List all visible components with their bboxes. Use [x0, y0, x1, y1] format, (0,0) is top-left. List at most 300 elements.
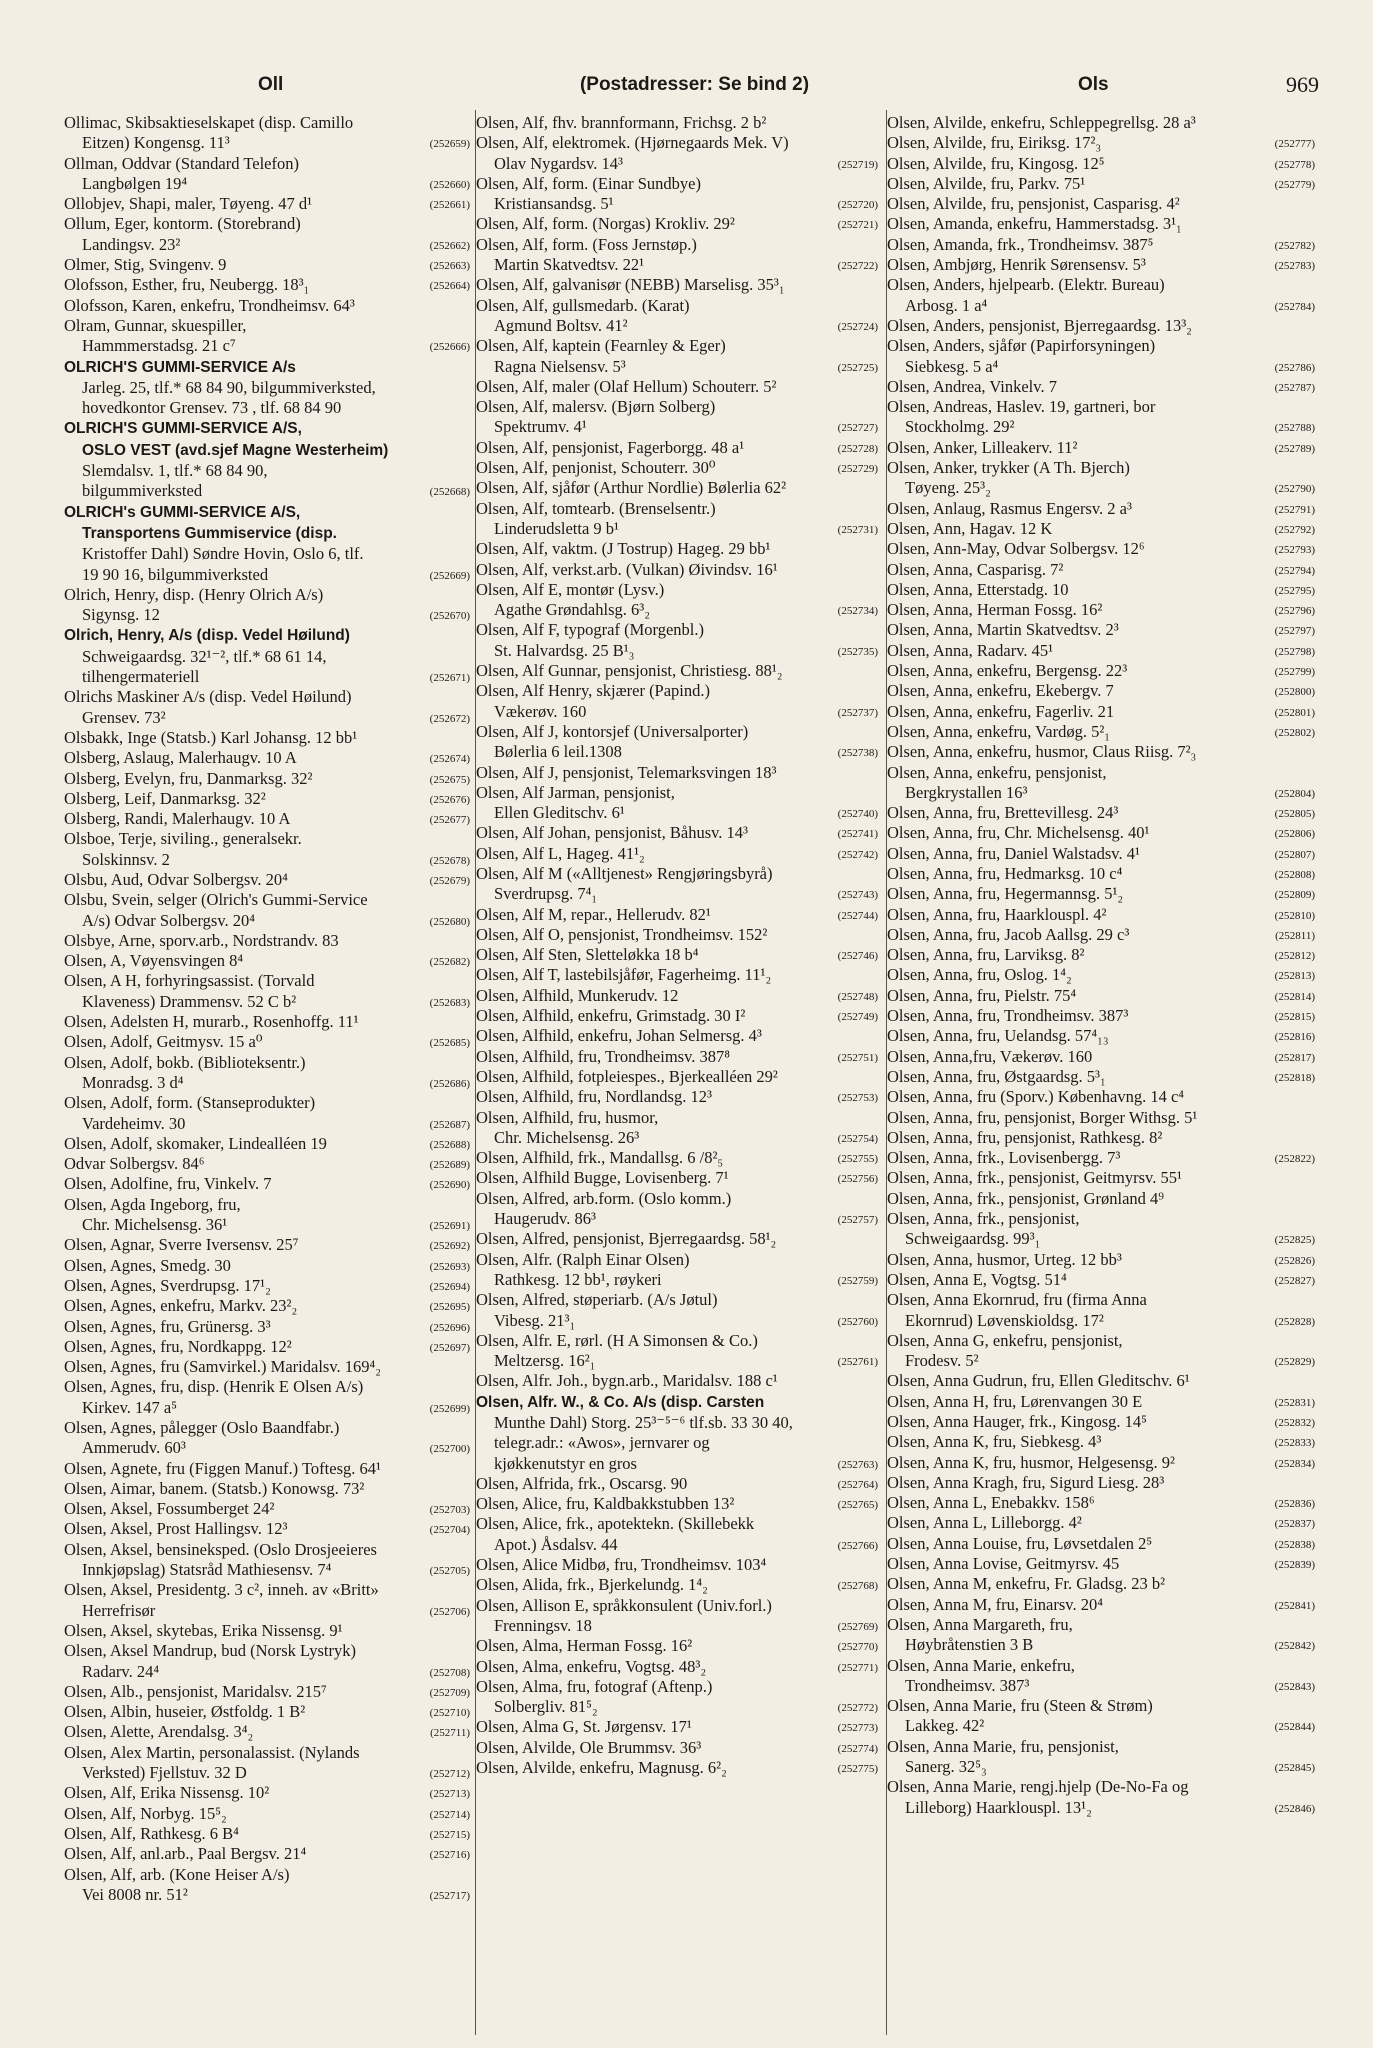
entry-continuation-line: [887, 1757, 1317, 1777]
entry-name-line: [476, 1657, 880, 1677]
entry-reference-number: (252685): [429, 1037, 470, 1050]
directory-entry: [887, 1331, 1317, 1372]
directory-entry: [476, 1717, 880, 1737]
directory-entry: [887, 438, 1317, 458]
directory-entry: [64, 275, 472, 295]
directory-entry: [64, 1053, 472, 1094]
entry-name-line: [887, 620, 1317, 640]
entry-reference-number: (252846): [1274, 1802, 1315, 1815]
entry-name-line: [887, 113, 1317, 133]
entry-name-line: [887, 681, 1317, 701]
entry-text: Olsen, Anna G, enkefru, pensjonist,: [887, 1330, 1123, 1350]
directory-entry: [64, 931, 472, 951]
directory-entry: [476, 905, 880, 925]
directory-entry: [476, 661, 880, 681]
entry-reference-number: (252766): [837, 1539, 878, 1552]
entry-text: Olsen, Alf, vaktm. (J Tostrup) Hageg. 29 bb¹: [476, 539, 771, 559]
entry-text: Olsen, Anna Margareth, fru,: [887, 1614, 1073, 1634]
directory-entry: [64, 809, 472, 829]
directory-entry: [476, 1168, 880, 1188]
entry-reference-number: (252697): [429, 1341, 470, 1354]
directory-entry: [64, 1499, 472, 1519]
directory-entry: [887, 539, 1317, 559]
entry-text: Olsen, Agnes, fru, disp. (Henrik E Olsen A/s): [64, 1377, 364, 1397]
entry-name-line: [887, 1777, 1317, 1797]
entry-name-line: [476, 235, 880, 255]
directory-entry: [887, 884, 1317, 904]
directory-entry: [64, 1276, 472, 1296]
entry-text: Olsen, Alf O, pensjonist, Trondheimsv. 152²: [476, 924, 768, 944]
entry-text: Olsen, Alida, frk., Bjerkelundg. 1⁴₂: [476, 1575, 708, 1595]
entry-continuation-line: [476, 803, 880, 823]
entry-name-line: [476, 1474, 880, 1494]
entry-text: Olsen, Alvilde, enkefru, Magnusg. 6²₂: [476, 1758, 727, 1778]
entry-text: hovedkontor Grensev. 73 , tlf. 68 84 90: [82, 398, 342, 418]
directory-entry: [476, 925, 880, 945]
entry-continuation-line: [476, 1351, 880, 1371]
entry-name-line: [64, 1743, 472, 1763]
directory-entry: [64, 1134, 472, 1154]
entry-reference-number: (252774): [837, 1742, 878, 1755]
entry-name-line: [476, 377, 880, 397]
entry-continuation-line: [64, 605, 472, 625]
entry-name-line: [887, 844, 1317, 864]
entry-text: Olsen, Alf, malersv. (Bjørn Solberg): [476, 397, 716, 417]
entry-reference-number: (252765): [837, 1499, 878, 1512]
entry-reference-number: (252678): [429, 854, 470, 867]
entry-continuation-line: [64, 174, 472, 194]
entry-reference-number: (252837): [1274, 1518, 1315, 1531]
entry-text: Olsberg, Randi, Malerhaugv. 10 A: [64, 809, 291, 829]
directory-column-2: [476, 113, 880, 2033]
entry-text: Olsen, Anna Lovise, Geitmyrsv. 45: [887, 1554, 1120, 1574]
entry-name-line: [887, 945, 1317, 965]
entry-name-line: [64, 1093, 472, 1113]
directory-entry: [887, 1473, 1317, 1493]
entry-text: Olsen, Alf E, montør (Lysv.): [476, 579, 665, 599]
entry-continuation-line: [64, 481, 472, 501]
entry-name-line: [476, 1331, 880, 1351]
entry-continuation-line: [64, 544, 472, 564]
entry-continuation-line: [887, 478, 1317, 498]
entry-text: Olsen, Anna, enkefru, pensjonist,: [887, 762, 1107, 782]
entry-text: Olsen, Anna, frk., pensjonist, Geitmyrsv. 55¹: [887, 1168, 1182, 1188]
entry-reference-number: (252742): [837, 848, 878, 861]
entry-text: Eitzen) Kongensg. 11³: [82, 133, 230, 153]
directory-entry: [887, 925, 1317, 945]
entry-reference-number: (252783): [1274, 260, 1315, 273]
entry-reference-number: (252675): [429, 773, 470, 786]
entry-text: Olsen, Andreas, Haslev. 19, gartneri, bor: [887, 397, 1156, 417]
entry-reference-number: (252689): [429, 1159, 470, 1172]
entry-reference-number: (252660): [429, 178, 470, 191]
entry-name-line: [64, 1479, 472, 1499]
entry-text: Olsen, Agnes, fru, Nordkappg. 12²: [64, 1336, 292, 1356]
entry-continuation-line: [476, 255, 880, 275]
entry-text: Olsen, Alf, Norbyg. 15⁵₂: [64, 1803, 227, 1823]
entry-reference-number: (252729): [837, 463, 878, 476]
entry-text: St. Halvardsg. 25 B¹₃: [494, 640, 635, 660]
entry-reference-number: (252836): [1274, 1498, 1315, 1511]
entry-text: Olsberg, Evelyn, fru, Danmarksg. 32²: [64, 768, 313, 788]
entry-name-line: [887, 560, 1317, 580]
entry-name-line: [64, 687, 472, 707]
entry-name-line: [64, 931, 472, 951]
directory-entry: [64, 951, 472, 971]
entry-name-line: [476, 275, 880, 295]
entry-name-line: [476, 1636, 880, 1656]
directory-entry: [887, 336, 1317, 377]
entry-reference-number: (252755): [837, 1153, 878, 1166]
entry-text: Ollimac, Skibsaktieselskapet (disp. Camillo: [64, 113, 354, 132]
entry-text: Olsen, Alice Midbø, fru, Trondheimsv. 103⁴: [476, 1555, 767, 1575]
directory-entry: [887, 965, 1317, 985]
directory-entry: [64, 1641, 472, 1682]
entry-text: Spektrumv. 4¹: [494, 417, 587, 437]
entry-text: Olsen, Aksel, skytebas, Erika Nissensg. 9¹: [64, 1620, 343, 1640]
entry-name-line: [64, 316, 472, 336]
entry-continuation-line: [476, 702, 880, 722]
entry-text: Olsen, A H, forhyringsassist. (Torvald: [64, 971, 315, 991]
entry-name-line: [887, 823, 1317, 843]
directory-entry: [64, 1357, 472, 1377]
entry-name-line: [887, 154, 1317, 174]
entry-text: Ollum, Eger, kontorm. (Storebrand): [64, 214, 301, 234]
entry-name-line: [476, 681, 880, 701]
entry-text: Olsen, Aksel, Fossumberget 24²: [64, 1499, 275, 1519]
entry-text: Olsen, Anna Marie, fru (Steen & Strøm): [887, 1696, 1153, 1716]
directory-entry: [64, 1804, 472, 1824]
directory-entry: [476, 560, 880, 580]
entry-text: Transportens Gummiservice (disp.: [82, 524, 337, 542]
entry-text: Olsen, Alfred, pensjonist, Bjerregaardsg. 58¹₂: [476, 1229, 777, 1249]
entry-text: Olsen, Anker, trykker (A Th. Bjerch): [887, 458, 1130, 478]
entry-text: Bergkrystallen 16³: [905, 782, 1028, 802]
entry-reference-number: (252717): [429, 1889, 470, 1902]
entry-name-line: [887, 1371, 1317, 1391]
entry-text: Olsen, Aksel, bensineksped. (Oslo Drosjeeieres: [64, 1539, 377, 1559]
directory-entry: [476, 1596, 880, 1637]
entry-reference-number: (252800): [1274, 686, 1315, 699]
directory-entry: [887, 945, 1317, 965]
entry-reference-number: (252738): [837, 747, 878, 760]
directory-entry: [64, 1317, 472, 1337]
entry-reference-number: (252825): [1274, 1234, 1315, 1247]
entry-text: Olsen, Adolf, skomaker, Lindealléen 19: [64, 1133, 327, 1153]
entry-text: Olrichs Maskiner A/s (disp. Vedel Høilund): [64, 687, 352, 707]
directory-entry: [887, 905, 1317, 925]
entry-name-line: [887, 194, 1317, 214]
directory-entry: [476, 1108, 880, 1149]
entry-name-line: [887, 905, 1317, 925]
entry-text: Olsen, Alf Jarman, pensjonist,: [476, 782, 675, 802]
entry-continuation-line: [476, 1454, 880, 1474]
directory-entry: [887, 1006, 1317, 1026]
directory-entry: [64, 1824, 472, 1844]
directory-entry: [476, 1392, 880, 1474]
entry-continuation-line: [476, 154, 880, 174]
directory-entry: [476, 580, 880, 621]
entry-name-line: [476, 174, 880, 194]
entry-name-line: [64, 951, 472, 971]
entry-text: Olsen, Alice, fru, Kaldbakkstubben 13²: [476, 1494, 735, 1514]
entry-reference-number: (252666): [429, 341, 470, 354]
entry-continuation-line: [64, 1601, 472, 1621]
entry-name-line: [64, 1641, 472, 1661]
entry-name-line: [887, 255, 1317, 275]
entry-name-line: [887, 438, 1317, 458]
entry-continuation-line: [64, 647, 472, 667]
entry-text: Frenningsv. 18: [494, 1615, 592, 1635]
entry-text: Olsen, Anna Marie, enkefru,: [887, 1655, 1075, 1675]
entry-text: Olsen, Ann-May, Odvar Solbergsv. 12⁶: [887, 539, 1145, 559]
entry-text: Olsen, Anna Marie, rengj.hjelp (De-No-Fa og: [887, 1777, 1189, 1797]
directory-entry: [476, 438, 880, 458]
entry-text: Olsen, Allison E, språkkonsulent (Univ.forl.): [476, 1595, 772, 1615]
entry-name-line: [476, 986, 880, 1006]
entry-text: Sigynsg. 12: [82, 605, 160, 625]
entry-continuation-line: [64, 1114, 472, 1134]
entry-name-line: [64, 1783, 472, 1803]
directory-entry: [476, 1371, 880, 1391]
entry-text: Sverdrupsg. 7⁴₁: [494, 884, 598, 904]
entry-text: Olsen, Alf, Erika Nissensg. 10²: [64, 1783, 270, 1803]
entry-name-line: [64, 829, 472, 849]
entry-continuation-line: [476, 1311, 880, 1331]
entry-name-line: [64, 1540, 472, 1560]
entry-reference-number: (252778): [1274, 158, 1315, 171]
directory-entry: [64, 870, 472, 890]
entry-reference-number: (252806): [1274, 828, 1315, 841]
entry-reference-number: (252668): [429, 486, 470, 499]
entry-text: Olsen, Alfhild, fru, Trondheimsv. 387⁸: [476, 1046, 731, 1066]
entry-name-line: [64, 625, 472, 646]
directory-entry: [887, 255, 1317, 275]
entry-text: Hammmerstadsg. 21 c⁷: [82, 336, 236, 356]
directory-entry: [887, 803, 1317, 823]
entry-reference-number: (252809): [1274, 889, 1315, 902]
entry-text: Olsen, Anna, enkefru, husmor, Claus Riisg. 7²₃: [887, 742, 1197, 762]
entry-text: Olsen, Adolf, bokb. (Biblioteksentr.): [64, 1052, 306, 1072]
entry-reference-number: (252844): [1274, 1721, 1315, 1734]
entry-reference-number: (252703): [429, 1504, 470, 1517]
entry-text: Olsen, Alice, frk., apotektekn. (Skillebekk: [476, 1514, 755, 1534]
entry-text: Olsen, Anna, frk., pensjonist,: [887, 1209, 1080, 1229]
directory-entry: [64, 1296, 472, 1316]
entry-name-line: [64, 809, 472, 829]
directory-entry: [887, 275, 1317, 316]
entry-text: Grensev. 73²: [82, 707, 166, 727]
entry-reference-number: (252708): [429, 1666, 470, 1679]
entry-name-line: [476, 1677, 880, 1697]
entry-reference-number: (252807): [1274, 848, 1315, 861]
directory-entry: [64, 1743, 472, 1784]
directory-entry: [887, 1108, 1317, 1128]
entry-text: Olsen, Anna Kragh, fru, Sigurd Liesg. 28³: [887, 1472, 1165, 1492]
entry-name-line: [476, 1514, 880, 1534]
directory-entry: [64, 1865, 472, 1906]
directory-entry: [887, 1026, 1317, 1046]
entry-name-line: [887, 1290, 1317, 1310]
entry-text: Olsbakk, Inge (Statsb.) Karl Johansg. 12 bb¹: [64, 727, 358, 747]
directory-entry: [476, 1047, 880, 1067]
entry-reference-number: (252804): [1274, 787, 1315, 800]
entry-continuation-line: [64, 378, 472, 398]
entry-name-line: [887, 1534, 1317, 1554]
directory-entry: [887, 499, 1317, 519]
entry-continuation-line: [887, 296, 1317, 316]
directory-entry: [64, 625, 472, 687]
entry-text: Olmer, Stig, Svingenv. 9: [64, 255, 227, 275]
entry-text: Olsen, Anna,fru, Vækerøv. 160: [887, 1046, 1093, 1066]
entry-text: Siebkesg. 5 a⁴: [905, 356, 999, 376]
directory-entry: [476, 620, 880, 661]
entry-reference-number: (252659): [429, 138, 470, 151]
entry-reference-number: (252828): [1274, 1315, 1315, 1328]
entry-text: Olsen, Agda Ingeborg, fru,: [64, 1194, 241, 1214]
entry-continuation-line: [64, 461, 472, 481]
entry-text: Olsen, Aksel Mandrup, bud (Norsk Lystryk): [64, 1641, 356, 1661]
entry-continuation-line: [476, 1413, 880, 1433]
directory-entry: [887, 458, 1317, 499]
entry-name-line: [887, 1432, 1317, 1452]
entry-reference-number: (252771): [837, 1661, 878, 1674]
entry-text: Olsen, Alf, form. (Einar Sundbye): [476, 173, 701, 193]
entry-name-line: [476, 1229, 880, 1249]
directory-entry: [887, 1128, 1317, 1148]
entry-reference-number: (252746): [837, 950, 878, 963]
entry-text: Kristoffer Dahl) Søndre Hovin, Oslo 6, tlf.: [82, 544, 364, 564]
entry-reference-number: (252789): [1274, 442, 1315, 455]
directory-entry: [887, 1168, 1317, 1188]
directory-entry: [887, 1737, 1317, 1778]
entry-text: Solskinnsv. 2: [82, 849, 170, 869]
entry-name-line: [887, 965, 1317, 985]
entry-name-line: [476, 296, 880, 316]
entry-reference-number: (252764): [837, 1478, 878, 1491]
entry-name-line: [64, 748, 472, 768]
entry-reference-number: (252827): [1274, 1274, 1315, 1287]
entry-text: Slemdalsv. 1, tlf.* 68 84 90,: [82, 461, 268, 481]
entry-name-line: [64, 728, 472, 748]
directory-entry: [887, 986, 1317, 1006]
entry-text: Olsen, Alf, sjåfør (Arthur Nordlie) Bølerlia 62²: [476, 478, 787, 498]
entry-reference-number: (252802): [1274, 726, 1315, 739]
entry-name-line: [476, 336, 880, 356]
entry-reference-number: (252831): [1274, 1396, 1315, 1409]
entry-text: Olsen, Anna L, Enebakkv. 158⁶: [887, 1493, 1095, 1513]
entry-name-line: [476, 478, 880, 498]
directory-entry: [64, 1702, 472, 1722]
entry-text: Olsen, Anna, Casparisg. 7²: [887, 559, 1064, 579]
directory-entry: [887, 1189, 1317, 1209]
directory-entry: [887, 1574, 1317, 1594]
entry-reference-number: (252814): [1274, 990, 1315, 1003]
entry-name-line: [476, 113, 880, 133]
directory-entry: [476, 1148, 880, 1168]
entry-reference-number: (252782): [1274, 239, 1315, 252]
entry-reference-number: (252714): [429, 1808, 470, 1821]
entry-text: Olsen, Anna, enkefru, Bergensg. 22³: [887, 661, 1128, 681]
entry-name-line: [887, 1412, 1317, 1432]
entry-name-line: [64, 789, 472, 809]
entry-name-line: [64, 296, 472, 316]
entry-text: Olsen, Alf, gullsmedarb. (Karat): [476, 295, 690, 315]
entry-name-line: [476, 1758, 880, 1778]
entry-text: Innkjøpslag) Statsråd Mathiesensv. 7⁴: [82, 1560, 332, 1580]
entry-text: Vardeheimv. 30: [82, 1113, 186, 1133]
entry-text: Olsen, Anna, enkefru, Fagerliv. 21: [887, 701, 1115, 721]
entry-name-line: [64, 1235, 472, 1255]
entry-name-line: [64, 255, 472, 275]
directory-entry: [476, 539, 880, 559]
entry-name-line: [476, 1006, 880, 1026]
entry-text: Olsen, Anna, fru, Brettevillesg. 24³: [887, 803, 1119, 823]
directory-entry: [476, 1677, 880, 1718]
entry-text: A/s) Odvar Solbergsv. 20⁴: [82, 910, 256, 930]
directory-entry: [887, 1290, 1317, 1331]
entry-text: Olsen, Anna, fru, Hedmarksg. 10 c⁴: [887, 863, 1123, 883]
entry-text: Olsen, Alma, Herman Fossg. 16²: [476, 1636, 693, 1656]
entry-text: Olsen, Alvilde, fru, Eiriksg. 17²₃: [887, 133, 1102, 153]
entry-reference-number: (252832): [1274, 1417, 1315, 1429]
directory-entry: [887, 580, 1317, 600]
entry-text: Olsbu, Aud, Odvar Solbergsv. 20⁴: [64, 869, 288, 889]
entry-continuation-line: [887, 1635, 1317, 1655]
entry-continuation-line: [887, 1229, 1317, 1249]
entry-name-line: [887, 1128, 1317, 1148]
entry-name-line: [64, 1682, 472, 1702]
entry-name-line: [887, 377, 1317, 397]
entry-text: Olsen, Alf M («Alltjenest» Rengjøringsbyrå): [476, 863, 773, 883]
entry-reference-number: (252769): [837, 1620, 878, 1633]
entry-text: Olsen, Alf Sten, Sletteløkka 18 b⁴: [476, 945, 699, 965]
entry-name-line: [887, 397, 1317, 417]
entry-text: Olsen, Agnes, fru, Grünersg. 3³: [64, 1316, 271, 1336]
entry-reference-number: (252740): [837, 808, 878, 821]
directory-entry: [64, 502, 472, 585]
directory-entry: [887, 600, 1317, 620]
entry-text: Olsen, Anna, fru, Oslog. 1⁴₂: [887, 965, 1072, 985]
entry-text: Olsen, Alf, fhv. brannformann, Frichsg. 2 b²: [476, 113, 767, 132]
entry-text: Olram, Gunnar, skuespiller,: [64, 315, 247, 335]
entry-reference-number: (252669): [429, 569, 470, 582]
directory-entry: [476, 864, 880, 905]
directory-entry: [476, 499, 880, 540]
entry-text: Olsen, Adelsten H, murarb., Rosenhoffg. 11¹: [64, 1012, 359, 1032]
entry-name-line: [476, 1596, 880, 1616]
entry-text: Olsen, Alfr. (Ralph Einar Olsen): [476, 1249, 690, 1269]
entry-text: Olsen, Agnes, Sverdrupsg. 17¹₂: [64, 1275, 271, 1295]
entry-name-line: [887, 539, 1317, 559]
entry-name-line: [476, 965, 880, 985]
entry-reference-number: (252791): [1274, 503, 1315, 516]
entry-reference-number: (252784): [1274, 300, 1315, 313]
entry-name-line: [887, 1656, 1317, 1676]
directory-entry: [476, 214, 880, 234]
entry-continuation-line: [64, 398, 472, 418]
entry-name-line: [64, 418, 472, 439]
directory-entry: [476, 174, 880, 215]
entry-name-line: [64, 1824, 472, 1844]
entry-reference-number: (252692): [429, 1240, 470, 1253]
directory-entry: [64, 316, 472, 357]
directory-entry: [887, 1534, 1317, 1554]
entry-continuation-line: [64, 1763, 472, 1783]
entry-text: Olsen, Anna, frk., pensjonist, Grønland 4⁹: [887, 1188, 1165, 1208]
entry-name-line: [887, 458, 1317, 478]
entry-text: Kirkev. 147 a⁵: [82, 1397, 177, 1417]
